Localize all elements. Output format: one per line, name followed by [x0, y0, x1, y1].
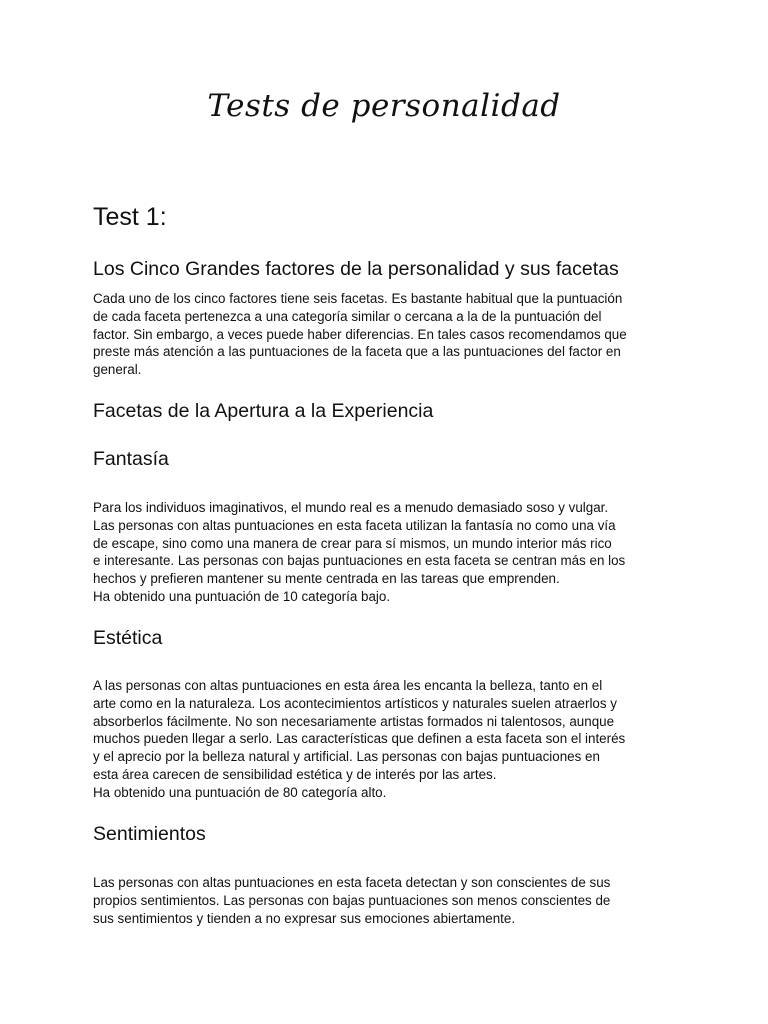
- intro-line: Cada uno de los cinco factores tiene seis facetas. Es bastante habitual que la puntuación: [93, 291, 623, 306]
- facet-line: Las personas con altas puntuaciones en esta faceta detectan y son conscientes de sus: [93, 875, 611, 890]
- facet-heading-estetica: Estética: [93, 627, 163, 649]
- facet-paragraph-fantasia: [93, 499, 668, 606]
- intro-paragraph: [93, 290, 668, 379]
- document-title: Tests de personalidad: [207, 88, 561, 124]
- intro-line: de cada faceta pertenezca a una categoría similar o cercana a la de la puntuación del: [93, 308, 602, 324]
- intro-line: factor. Sin embargo, a veces puede haber diferencias. En tales casos recomendamos que: [93, 326, 627, 342]
- facet-line: esta área carecen de sensibilidad estética y de interés por las artes.: [93, 766, 497, 782]
- facet-line: sus sentimientos y tienden a no expresar sus emociones abiertamente.: [93, 910, 516, 926]
- facet-heading-fantasia: Fantasía: [93, 448, 169, 470]
- facet-line: de escape, sino como una manera de crear para sí mismos, un mundo interior más rico: [93, 535, 612, 551]
- facet-line: hechos y prefieren mantener su mente centrada en las tareas que emprenden.: [93, 571, 560, 587]
- facet-paragraph-sentimientos: [93, 874, 668, 927]
- facet-line: arte como en la naturaleza. Los acontecimientos artísticos y naturales suelen atraerlos y: [93, 695, 617, 711]
- facet-heading-sentimientos: Sentimientos: [93, 823, 206, 845]
- test-heading: Test 1:: [93, 203, 167, 231]
- facet-line: absorberlos fácilmente. No son necesariamente artistas formados ni talentosos, aunque: [93, 713, 615, 729]
- facet-line: muchos pueden llegar a serlo. Las características que definen a esta faceta son el interés: [93, 731, 626, 747]
- facet-line: Para los individuos imaginativos, el mundo real es a menudo demasiado soso y vulgar.: [93, 500, 609, 515]
- intro-line: preste más atención a las puntuaciones de la faceta que a las puntuaciones del factor en: [93, 344, 621, 360]
- facet-line: Las personas con altas puntuaciones en esta faceta utilizan la fantasía no como una vía: [93, 517, 616, 533]
- section-heading: Los Cinco Grandes factores de la personalidad y sus facetas: [93, 258, 619, 280]
- facet-line: A las personas con altas puntuaciones en esta área les encanta la belleza, tanto en el: [93, 678, 603, 693]
- facet-paragraph-estetica: [93, 677, 668, 802]
- facet-score: Ha obtenido una puntuación de 10 categoría bajo.: [93, 588, 391, 604]
- facet-score: Ha obtenido una puntuación de 80 categoría alto.: [93, 784, 387, 800]
- facet-line: propios sentimientos. Las personas con bajas puntuaciones son menos conscientes de: [93, 892, 611, 908]
- intro-line: general.: [93, 362, 142, 378]
- facet-line: e interesante. Las personas con bajas puntuaciones en esta faceta se centran más en los: [93, 553, 626, 569]
- facet-line: y el aprecio por la belleza natural y artificial. Las personas con bajas puntuaciones en: [93, 749, 600, 765]
- subsection-heading: Facetas de la Apertura a la Experiencia: [93, 400, 434, 422]
